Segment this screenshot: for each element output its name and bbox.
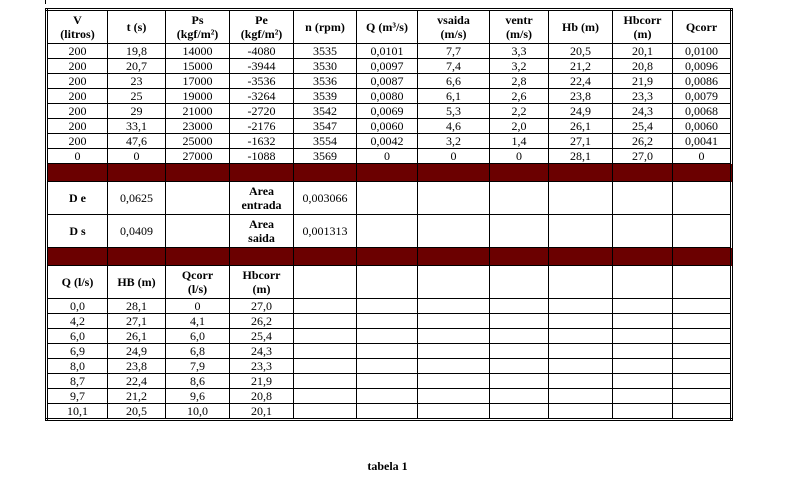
column-header-line: Qcorr bbox=[181, 268, 214, 282]
column-header-line: HB (m) bbox=[117, 275, 156, 289]
column-header-line: n (rpm) bbox=[305, 20, 345, 34]
table-row bbox=[47, 344, 732, 359]
table-cell: 24,3 bbox=[230, 344, 294, 359]
area-value: 0,001313 bbox=[294, 215, 357, 248]
table-cell: 3530 bbox=[294, 59, 357, 74]
empty-cell bbox=[294, 329, 357, 344]
column-header-line: (litros) bbox=[60, 27, 95, 41]
empty-cell bbox=[549, 359, 613, 374]
table-cell: 200 bbox=[47, 119, 108, 134]
table-cell: 8,0 bbox=[47, 359, 108, 374]
separator-band bbox=[47, 164, 732, 182]
empty-cell bbox=[418, 299, 490, 314]
empty-cell bbox=[673, 344, 732, 359]
empty-cell bbox=[490, 404, 549, 420]
band-cell bbox=[357, 248, 418, 266]
empty-cell bbox=[613, 389, 673, 404]
table-cell: 6,0 bbox=[166, 329, 230, 344]
empty-cell bbox=[673, 314, 732, 329]
empty-cell bbox=[613, 182, 673, 215]
table-cell: 20,8 bbox=[230, 389, 294, 404]
column-header bbox=[673, 10, 732, 44]
table-cell: 23000 bbox=[166, 119, 230, 134]
table-cell: 27000 bbox=[166, 149, 230, 164]
table-cell: 6,1 bbox=[418, 89, 490, 104]
area-label bbox=[230, 182, 294, 215]
column-header bbox=[47, 266, 108, 299]
table-cell: 8,7 bbox=[47, 374, 108, 389]
table-row bbox=[47, 149, 732, 164]
table-cell: 4,6 bbox=[418, 119, 490, 134]
empty-cell bbox=[357, 182, 418, 215]
table-cell: 27,1 bbox=[549, 134, 613, 149]
table-cell: 26,1 bbox=[549, 119, 613, 134]
empty-cell bbox=[166, 182, 230, 215]
table-cell: 19,8 bbox=[108, 44, 166, 59]
empty-cell bbox=[613, 359, 673, 374]
empty-cell bbox=[357, 344, 418, 359]
band-cell bbox=[166, 164, 230, 182]
empty-cell bbox=[549, 182, 613, 215]
empty-cell bbox=[613, 215, 673, 248]
table-cell: 20,7 bbox=[108, 59, 166, 74]
table-cell: 0,0 bbox=[47, 299, 108, 314]
table-cell: 0,0069 bbox=[357, 104, 418, 119]
table-row bbox=[47, 104, 732, 119]
table-cell: 6,9 bbox=[47, 344, 108, 359]
table-cell: 0,0079 bbox=[673, 89, 732, 104]
table-cell: 29 bbox=[108, 104, 166, 119]
empty-cell bbox=[490, 299, 549, 314]
table-cell: 3542 bbox=[294, 104, 357, 119]
band-cell bbox=[294, 248, 357, 266]
empty-cell bbox=[294, 404, 357, 420]
column-header-line: Ps bbox=[191, 13, 204, 27]
table-cell: 3,2 bbox=[418, 134, 490, 149]
table-row bbox=[47, 359, 732, 374]
band-cell bbox=[613, 248, 673, 266]
table-cell: 0 bbox=[47, 149, 108, 164]
column-header-line: V bbox=[73, 13, 82, 27]
table-row bbox=[47, 134, 732, 149]
empty-cell bbox=[294, 374, 357, 389]
table-cell: 0 bbox=[673, 149, 732, 164]
empty-cell bbox=[294, 299, 357, 314]
empty-cell bbox=[549, 389, 613, 404]
area-label-line: entrada bbox=[241, 198, 282, 212]
empty-cell bbox=[418, 344, 490, 359]
table-cell: 20,5 bbox=[108, 404, 166, 420]
band-cell bbox=[490, 248, 549, 266]
table-cell: 3536 bbox=[294, 74, 357, 89]
column-header-line: Hbcorr bbox=[623, 13, 662, 27]
table-cell: 200 bbox=[47, 59, 108, 74]
empty-cell bbox=[357, 374, 418, 389]
dimension-label: D s bbox=[47, 215, 108, 248]
band-cell bbox=[108, 248, 166, 266]
table-cell: 26,2 bbox=[613, 134, 673, 149]
empty-cell bbox=[673, 182, 732, 215]
separator-band bbox=[47, 248, 732, 266]
empty-cell bbox=[418, 215, 490, 248]
column-header bbox=[230, 266, 294, 299]
area-value: 0,003066 bbox=[294, 182, 357, 215]
empty-cell bbox=[490, 344, 549, 359]
table-cell: 200 bbox=[47, 44, 108, 59]
empty-cell bbox=[613, 266, 673, 299]
empty-cell bbox=[294, 359, 357, 374]
table-row bbox=[47, 299, 732, 314]
table-cell: 3,2 bbox=[490, 59, 549, 74]
table-cell: -1632 bbox=[230, 134, 294, 149]
column-header-line: Hb (m) bbox=[562, 20, 599, 34]
table-cell: 22,4 bbox=[108, 374, 166, 389]
empty-cell bbox=[357, 404, 418, 420]
area-label-line: Area bbox=[248, 217, 275, 231]
table-cell: 23,8 bbox=[108, 359, 166, 374]
table-cell: 25 bbox=[108, 89, 166, 104]
table-cell: 6,0 bbox=[47, 329, 108, 344]
table-cell: -3944 bbox=[230, 59, 294, 74]
column-header-line: Hbcorr bbox=[242, 268, 281, 282]
column-header-line: (kgf/m²) bbox=[176, 27, 219, 41]
empty-cell bbox=[613, 314, 673, 329]
table-cell: 0,0097 bbox=[357, 59, 418, 74]
empty-cell bbox=[490, 314, 549, 329]
table-cell: 17000 bbox=[166, 74, 230, 89]
table-cell: 3535 bbox=[294, 44, 357, 59]
table-cell: 20,8 bbox=[613, 59, 673, 74]
empty-cell bbox=[613, 374, 673, 389]
table-cell: 24,9 bbox=[108, 344, 166, 359]
empty-cell bbox=[418, 404, 490, 420]
table-cell: 3,3 bbox=[490, 44, 549, 59]
table-cell: 0 bbox=[418, 149, 490, 164]
dimension-label: D e bbox=[47, 182, 108, 215]
table-cell: 0,0101 bbox=[357, 44, 418, 59]
table-cell: 28,1 bbox=[108, 299, 166, 314]
area-label-line: Area bbox=[248, 184, 275, 198]
empty-cell bbox=[549, 344, 613, 359]
table-cell: 7,7 bbox=[418, 44, 490, 59]
empty-cell bbox=[357, 299, 418, 314]
table-cell: 3547 bbox=[294, 119, 357, 134]
table-cell: 23 bbox=[108, 74, 166, 89]
empty-cell bbox=[549, 404, 613, 420]
table-cell: -2720 bbox=[230, 104, 294, 119]
area-label bbox=[230, 215, 294, 248]
table-cell: 7,4 bbox=[418, 59, 490, 74]
column-header-line: (kgf/m²) bbox=[240, 27, 283, 41]
column-header-line: (m) bbox=[633, 27, 652, 41]
dimension-value: 0,0409 bbox=[108, 215, 166, 248]
table-cell: 26,2 bbox=[230, 314, 294, 329]
column-header-line: vsaida bbox=[437, 13, 470, 27]
table-sheet bbox=[45, 8, 730, 473]
table-cell: 20,1 bbox=[230, 404, 294, 420]
table-cell: 0 bbox=[357, 149, 418, 164]
header-row bbox=[47, 10, 732, 44]
column-header-line: (l/s) bbox=[187, 282, 208, 296]
empty-cell bbox=[490, 182, 549, 215]
table-cell: 24,3 bbox=[613, 104, 673, 119]
header-row-2 bbox=[47, 266, 732, 299]
empty-cell bbox=[294, 314, 357, 329]
table-cell: 5,3 bbox=[418, 104, 490, 119]
empty-cell bbox=[613, 329, 673, 344]
table-cell: 200 bbox=[47, 134, 108, 149]
table-cell: 9,6 bbox=[166, 389, 230, 404]
empty-cell bbox=[673, 374, 732, 389]
table-cell: 21,2 bbox=[108, 389, 166, 404]
table-cell: 9,7 bbox=[47, 389, 108, 404]
table-row bbox=[47, 74, 732, 89]
empty-cell bbox=[166, 215, 230, 248]
table-cell: 22,4 bbox=[549, 74, 613, 89]
table-cell: 26,1 bbox=[108, 329, 166, 344]
table-cell: 0,0041 bbox=[673, 134, 732, 149]
table-cell: 3569 bbox=[294, 149, 357, 164]
column-header bbox=[47, 10, 108, 44]
table-cell: 200 bbox=[47, 104, 108, 119]
column-header bbox=[108, 10, 166, 44]
table-cell: 0,0080 bbox=[357, 89, 418, 104]
empty-cell bbox=[490, 389, 549, 404]
empty-cell bbox=[549, 374, 613, 389]
table-cell: 2,0 bbox=[490, 119, 549, 134]
empty-cell bbox=[418, 329, 490, 344]
dimension-row bbox=[47, 215, 732, 248]
column-header-line: Qcorr bbox=[685, 20, 718, 34]
empty-cell bbox=[673, 329, 732, 344]
table-cell: 2,2 bbox=[490, 104, 549, 119]
empty-cell bbox=[357, 359, 418, 374]
table-cell: 4,1 bbox=[166, 314, 230, 329]
table-cell: 27,0 bbox=[613, 149, 673, 164]
table-cell: 200 bbox=[47, 74, 108, 89]
table-cell: 15000 bbox=[166, 59, 230, 74]
table-cell: 19000 bbox=[166, 89, 230, 104]
table-cell: 23,8 bbox=[549, 89, 613, 104]
column-header-line: Pe bbox=[255, 13, 268, 27]
empty-cell bbox=[549, 299, 613, 314]
table-cell: 4,2 bbox=[47, 314, 108, 329]
dimension-value: 0,0625 bbox=[108, 182, 166, 215]
table-row bbox=[47, 59, 732, 74]
column-header-line: Q (l/s) bbox=[61, 275, 94, 289]
table-cell: 2,6 bbox=[490, 89, 549, 104]
table-cell: -3264 bbox=[230, 89, 294, 104]
table-cell: 25,4 bbox=[230, 329, 294, 344]
table-cell: 0 bbox=[108, 149, 166, 164]
table-cell: 3539 bbox=[294, 89, 357, 104]
table-cell: 25,4 bbox=[613, 119, 673, 134]
column-header-line: (m) bbox=[252, 282, 271, 296]
band-cell bbox=[108, 164, 166, 182]
column-header bbox=[357, 10, 418, 44]
empty-cell bbox=[490, 359, 549, 374]
table-cell: 0,0060 bbox=[357, 119, 418, 134]
table-cell: 0,0060 bbox=[673, 119, 732, 134]
table-cell: -1088 bbox=[230, 149, 294, 164]
column-header-line: ventr bbox=[505, 13, 533, 27]
empty-cell bbox=[357, 314, 418, 329]
table-cell: 20,1 bbox=[613, 44, 673, 59]
empty-cell bbox=[357, 215, 418, 248]
page-corner-mark bbox=[45, 0, 50, 4]
table-cell: 25000 bbox=[166, 134, 230, 149]
empty-cell bbox=[357, 329, 418, 344]
column-header bbox=[108, 266, 166, 299]
table-cell: 6,8 bbox=[166, 344, 230, 359]
band-cell bbox=[549, 248, 613, 266]
band-cell bbox=[418, 248, 490, 266]
empty-cell bbox=[490, 215, 549, 248]
band-cell bbox=[490, 164, 549, 182]
band-cell bbox=[673, 248, 732, 266]
column-header bbox=[613, 10, 673, 44]
table-cell: 23,3 bbox=[613, 89, 673, 104]
column-header-line: t (s) bbox=[126, 20, 147, 34]
empty-cell bbox=[418, 389, 490, 404]
table-cell: 20,5 bbox=[549, 44, 613, 59]
table-row bbox=[47, 374, 732, 389]
table-caption: tabela 1 bbox=[367, 459, 408, 473]
table-cell: 8,6 bbox=[166, 374, 230, 389]
band-cell bbox=[418, 164, 490, 182]
column-header bbox=[166, 10, 230, 44]
table-cell: 21,9 bbox=[613, 74, 673, 89]
table-cell: 24,9 bbox=[549, 104, 613, 119]
table-cell: 47,6 bbox=[108, 134, 166, 149]
table-cell: 21,9 bbox=[230, 374, 294, 389]
empty-cell bbox=[613, 299, 673, 314]
table-cell: 0,0100 bbox=[673, 44, 732, 59]
table-row bbox=[47, 119, 732, 134]
empty-cell bbox=[294, 266, 357, 299]
area-label-line: saida bbox=[248, 231, 275, 245]
table-cell: 10,1 bbox=[47, 404, 108, 420]
empty-cell bbox=[490, 266, 549, 299]
band-cell bbox=[357, 164, 418, 182]
band-cell bbox=[230, 248, 294, 266]
table-cell: 7,9 bbox=[166, 359, 230, 374]
band-cell bbox=[673, 164, 732, 182]
column-header bbox=[230, 10, 294, 44]
table-cell: 27,1 bbox=[108, 314, 166, 329]
column-header bbox=[166, 266, 230, 299]
table-cell: 0,0068 bbox=[673, 104, 732, 119]
table-cell: 1,4 bbox=[490, 134, 549, 149]
empty-cell bbox=[294, 344, 357, 359]
empty-cell bbox=[418, 266, 490, 299]
table-cell: 33,1 bbox=[108, 119, 166, 134]
band-cell bbox=[613, 164, 673, 182]
empty-cell bbox=[613, 404, 673, 420]
table-cell: 28,1 bbox=[549, 149, 613, 164]
dimension-row bbox=[47, 182, 732, 215]
table-cell: 0,0042 bbox=[357, 134, 418, 149]
band-cell bbox=[47, 248, 108, 266]
table-cell: 0 bbox=[166, 299, 230, 314]
data-table bbox=[45, 8, 733, 421]
empty-cell bbox=[418, 314, 490, 329]
table-cell: 0,0087 bbox=[357, 74, 418, 89]
column-header-line: (m/s) bbox=[506, 27, 532, 41]
empty-cell bbox=[490, 374, 549, 389]
table-cell: 200 bbox=[47, 89, 108, 104]
band-cell bbox=[230, 164, 294, 182]
band-cell bbox=[166, 248, 230, 266]
table-cell: 14000 bbox=[166, 44, 230, 59]
table-cell: 2,8 bbox=[490, 74, 549, 89]
table-row bbox=[47, 44, 732, 59]
table-row bbox=[47, 404, 732, 420]
column-header bbox=[549, 10, 613, 44]
table-cell: 21,2 bbox=[549, 59, 613, 74]
table-cell: 10,0 bbox=[166, 404, 230, 420]
column-header-line: Q (m³/s) bbox=[366, 20, 408, 34]
band-cell bbox=[47, 164, 108, 182]
table-cell: 23,3 bbox=[230, 359, 294, 374]
empty-cell bbox=[613, 344, 673, 359]
empty-cell bbox=[549, 329, 613, 344]
table-cell: 27,0 bbox=[230, 299, 294, 314]
table-row bbox=[47, 389, 732, 404]
table-cell: 0 bbox=[490, 149, 549, 164]
empty-cell bbox=[294, 389, 357, 404]
table-cell: -4080 bbox=[230, 44, 294, 59]
empty-cell bbox=[357, 389, 418, 404]
empty-cell bbox=[673, 299, 732, 314]
empty-cell bbox=[549, 215, 613, 248]
table-row bbox=[47, 329, 732, 344]
table-cell: 3554 bbox=[294, 134, 357, 149]
empty-cell bbox=[549, 266, 613, 299]
band-cell bbox=[294, 164, 357, 182]
table-cell: -3536 bbox=[230, 74, 294, 89]
empty-cell bbox=[357, 266, 418, 299]
empty-cell bbox=[673, 404, 732, 420]
table-row bbox=[47, 89, 732, 104]
band-cell bbox=[549, 164, 613, 182]
empty-cell bbox=[418, 374, 490, 389]
column-header-line: (m/s) bbox=[440, 27, 467, 41]
empty-cell bbox=[673, 266, 732, 299]
column-header bbox=[418, 10, 490, 44]
table-cell: 21000 bbox=[166, 104, 230, 119]
empty-cell bbox=[418, 182, 490, 215]
empty-cell bbox=[673, 359, 732, 374]
table-cell: -2176 bbox=[230, 119, 294, 134]
table-cell: 0,0086 bbox=[673, 74, 732, 89]
column-header bbox=[490, 10, 549, 44]
table-cell: 6,6 bbox=[418, 74, 490, 89]
empty-cell bbox=[549, 314, 613, 329]
empty-cell bbox=[673, 389, 732, 404]
table-row bbox=[47, 314, 732, 329]
column-header bbox=[294, 10, 357, 44]
empty-cell bbox=[673, 215, 732, 248]
table-cell: 0,0096 bbox=[673, 59, 732, 74]
empty-cell bbox=[490, 329, 549, 344]
empty-cell bbox=[418, 359, 490, 374]
